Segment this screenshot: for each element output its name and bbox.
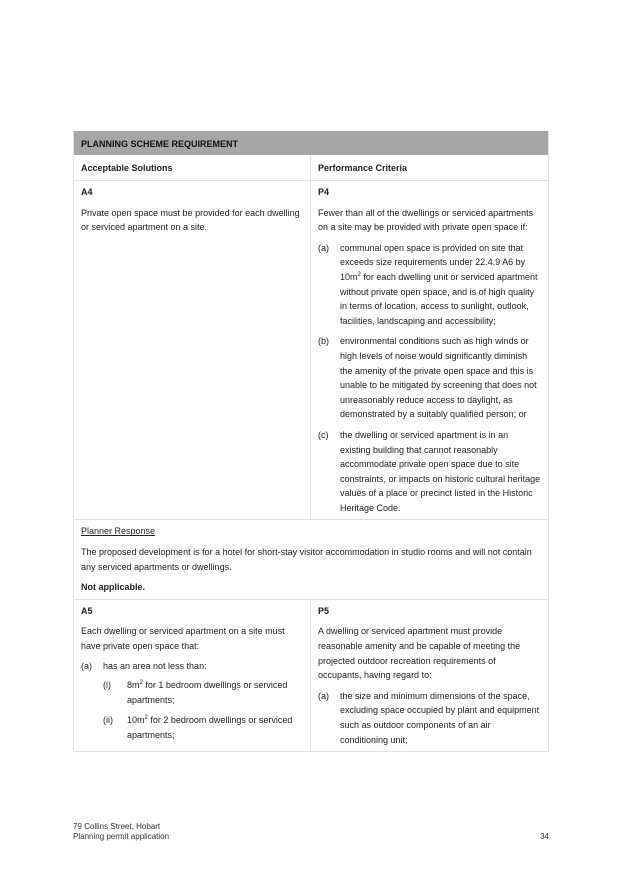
p5-item-a-text: the size and minimum dimensions of the space, excluding space occupied by plant and equipment such as outdoor components of an air conditioning unit; <box>340 690 540 745</box>
p5-item-a-label: (a) <box>318 690 329 701</box>
planner-response-conclusion: Not applicable. <box>81 582 146 593</box>
a4-cell <box>74 181 311 519</box>
a5-subitem-ii <box>103 713 303 742</box>
p4-item-a-text: communal open space is provided on site that exceeds size requirements under 22.4.9 A6 by $10m^2$ for each dwelling unit or serviced apartment without private open space, and is of high quality in terms of location, access to sunlight, outlook, facilities, landscaping and accessibility; <box>340 242 538 326</box>
p5-code: P5 <box>318 605 330 616</box>
a5-item-a-label: (a) <box>81 660 92 671</box>
a5-subitem-i <box>103 678 303 707</box>
a4-code: A4 <box>81 187 93 197</box>
row-a5-p5 <box>74 600 548 752</box>
a5-item-a-text: has an area not less than: <box>103 660 207 671</box>
a5-item-a <box>81 659 303 674</box>
p4-item-c-label: (c) <box>318 429 329 440</box>
planning-requirement-table <box>73 131 549 752</box>
p4-code: P4 <box>318 187 330 197</box>
planner-response-heading: Planner Response <box>81 526 156 537</box>
p5-item-a <box>318 689 541 747</box>
p4-item-c <box>318 428 541 516</box>
acceptable-solutions-heading: Acceptable Solutions <box>74 155 311 180</box>
a4-text: Private open space must be provided for each dwelling or serviced apartment on a site. <box>81 207 300 233</box>
a5-subitem-i-label: (i) <box>103 680 111 691</box>
p4-intro: Fewer than all of the dwellings or serviced apartments on a site may be provided with private open space if: <box>318 207 534 233</box>
planner-response-row <box>74 520 548 599</box>
footer-document-title: Planning permit application <box>73 832 170 841</box>
p4-cell <box>311 181 548 519</box>
page-footer <box>73 822 549 842</box>
p4-item-b-label: (b) <box>318 336 329 347</box>
p4-item-c-text: the dwelling or serviced apartment is in an existing building that cannot reasonably accommodate private open space due to site constraints, or impacts on historic cultural heritage values of a place or precinct listed in the Historic Heritage Code. <box>340 429 541 513</box>
p4-item-a <box>318 241 541 329</box>
p5-cell <box>311 600 548 751</box>
table-header: PLANNING SCHEME REQUIREMENT <box>74 131 548 155</box>
p4-item-b <box>318 334 541 422</box>
performance-criteria-heading: Performance Criteria <box>318 163 408 173</box>
planner-response-text: The proposed development is for a hotel for short-stay visitor accommodation in studio rooms and will not contain any serviced apartments or dwellings. <box>81 547 532 572</box>
p4-item-a-label: (a) <box>318 242 329 253</box>
column-headings-row <box>74 155 548 181</box>
row-a4-p4 <box>74 181 548 520</box>
footer-address: 79 Collins Street, Hobart <box>73 822 161 831</box>
a5-subitem-ii-label: (ii) <box>103 715 113 726</box>
a5-intro: Each dwelling or serviced apartment on a site must have private open space that: <box>81 626 285 652</box>
a5-subitem-ii-text: $10m^2$ for 2 bedroom dwellings or serviced apartments; <box>127 715 293 740</box>
page-number: 34 <box>540 832 549 841</box>
a5-cell <box>74 600 311 751</box>
a5-subitem-i-text: $8m^2$ for 1 bedroom dwellings or serviced apartments; <box>127 680 288 705</box>
p5-intro: A dwelling or serviced apartment must provide reasonable amenity and be capable of meeting the projected outdoor recreation requirements of occupants, having regard to: <box>318 626 521 681</box>
p4-item-b-text: environmental conditions such as high winds or high levels of noise would significantly diminish the amenity of the private open space and this is unable to be mitigated by screening that does not unreasonably reduce access to daylight, as demonstrated by a suitably qualified person; or <box>340 336 537 420</box>
a5-code: A5 <box>81 605 93 616</box>
